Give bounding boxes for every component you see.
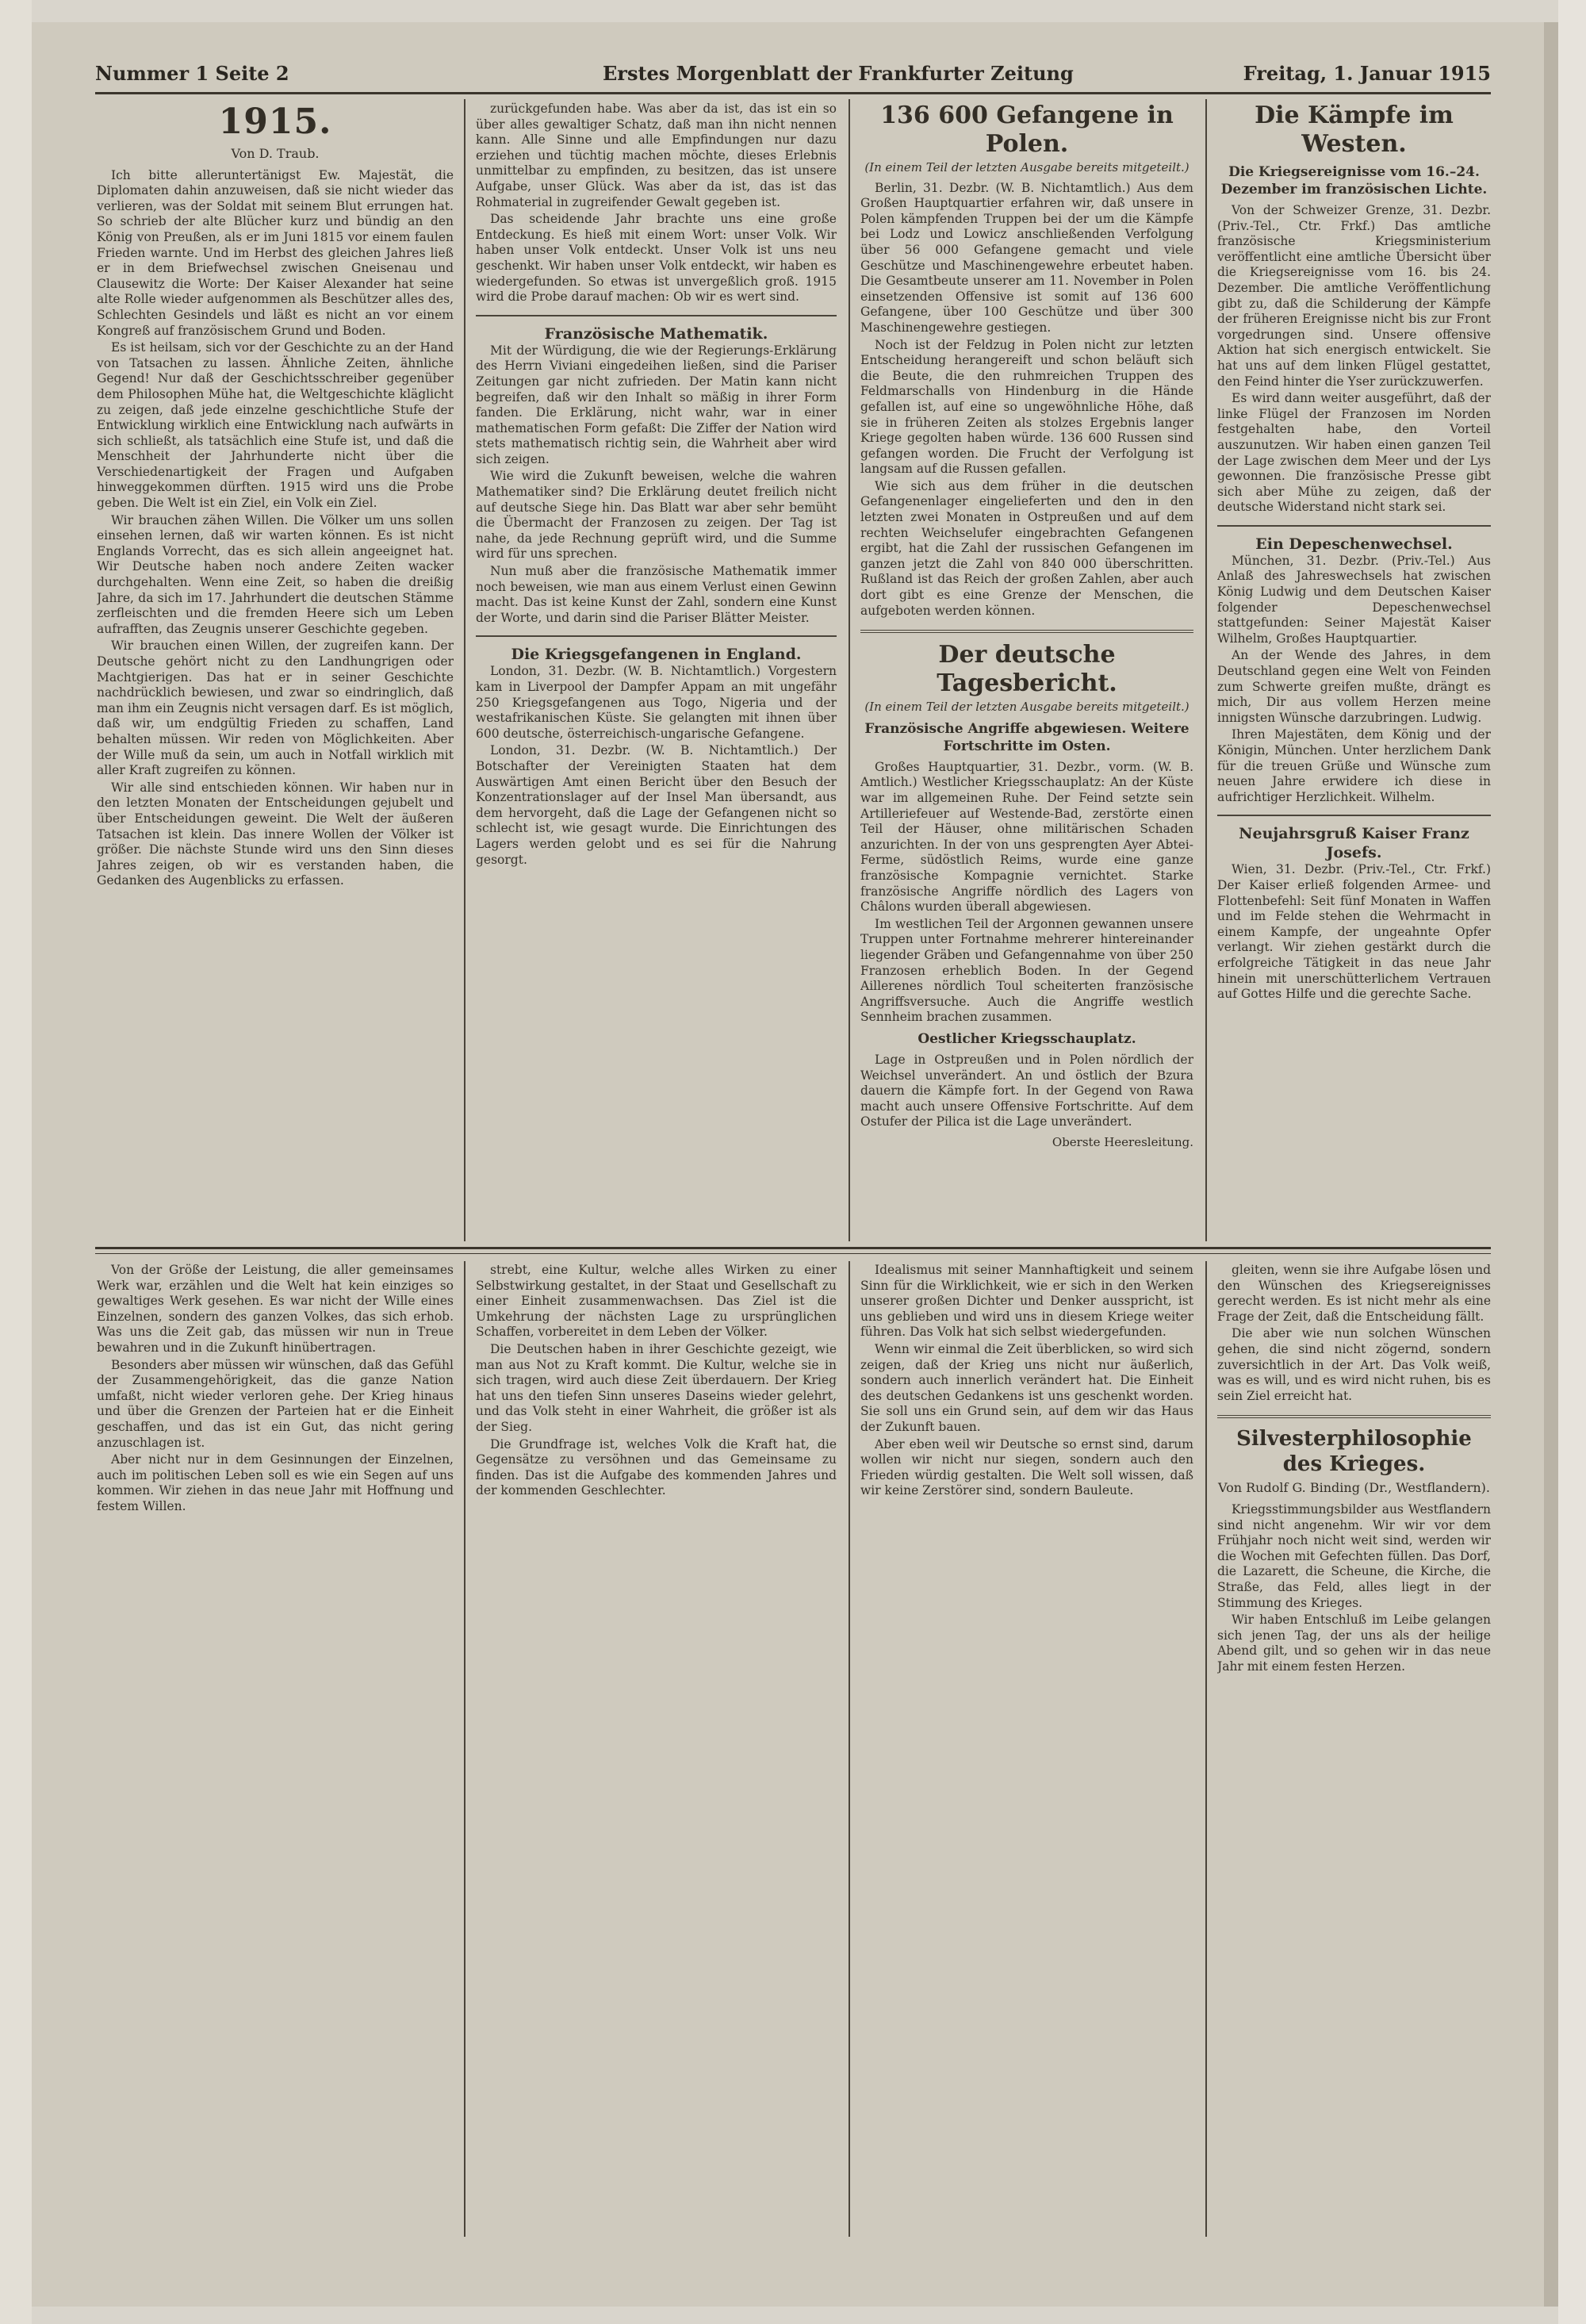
paragraph: Kriegsstimmungsbilder aus Westflandern sind nicht angenehm. Wir wir vor dem Frühjahr noch nicht weit sind, werden wir die Wochen mit Gefechten füllen. Das Dorf, die Lazarett, die Scheune, die Kirche, die Straße, das Feld, alles liegt in der Stimmung des Krieges. xyxy=(1217,1501,1491,1610)
article-title-depeschen: Ein Depeschenwechsel. xyxy=(1255,535,1453,553)
feuilleton-column-1 xyxy=(97,1263,454,2234)
paragraph: Wir alle sind entschieden können. Wir haben nur in den letzten Monaten der Entscheidungen gejubelt und über Entscheidungen geweint. Die Welt der äußeren Tatsachen ist klein. Das innere Wollen der Völker ist größer. Die nächste Stunde wird uns den Sinn dieses Jahres zeigen, ob wir es verstanden haben, die Gedanken des Augenblicks zu erfassen. xyxy=(97,780,454,888)
paragraph: zurückgefunden habe. Was aber da ist, das ist ein so über alles gewaltiger Schatz, daß man ihn nicht nennen kann. Alle Sinne und alle Empfindungen nur dazu erziehen und tüchtig machen möchte, dieses Erlebnis unmittelbar zu empfinden, zu besitzen, das ist unsere Aufgabe, unser Glück. Was aber da ist, das ist das Rohmaterial in zugreifender Gewalt gegeben ist. xyxy=(476,102,837,209)
paragraph: Wie wird die Zukunft beweisen, welche die wahren Mathematiker sind? Die Erklärung deutet freilich nicht auf deutsche Siege hin. Das Blatt war aber sehr bemüht die Übermacht der Franzosen zu zeigen. Der Tag ist nahe, da jede Rechnung geprüft wird, und die Summe wird für uns sprechen. xyxy=(476,469,837,562)
paragraph: Nun muß aber die französische Mathematik immer noch beweisen, wie man aus einem Verlust einen Gewinn macht. Das ist keine Kunst der Zahl, sondern eine Kunst der Worte, und darin sind die Pariser Blätter Meister. xyxy=(476,564,837,625)
paragraph: Lage in Ostpreußen und in Polen nördlich der Weichsel unverändert. An und östlich der Bzura dauern die Kämpfe fort. In der Gegend von Rawa macht auch unsere Offensive Fortschritte. Auf dem Ostufer der Pilica ist die Lage unverändert. xyxy=(860,1052,1193,1129)
article-title-kaempfe: Die Kämpfe im Westen. xyxy=(1255,102,1454,158)
paragraph: Die Grundfrage ist, welches Volk die Kraft hat, die Gegensätze zu versöhnen und das Gemeinsame zu finden. Das ist die Aufgabe des kommenden Jahres und der kommenden Geschlechter. xyxy=(476,1436,837,1498)
paragraph: strebt, eine Kultur, welche alles Wirken zu einer Selbstwirkung gestaltet, in der Staat und Gesellschaft zu einer Einheit zusammenwachsen. Das Ziel ist die Umkehrung der nächsten Lage zu ursprünglichen Schaffen, vorbereitet in dem Leben der Völker. xyxy=(476,1263,837,1340)
header-masthead: Erstes Morgenblatt der Frankfurter Zeitung xyxy=(603,62,1074,85)
paragraph: Besonders aber müssen wir wünschen, daß das Gefühl der Zusammengehörigkeit, das die ganze Nation umfaßt, nicht wieder verloren gehe. Der Krieg hinaus und über die Grenzen der Parteien hat er die Einheit geschaffen, und das ist ein Gut, das nicht gering anzuschlagen ist. xyxy=(97,1357,454,1450)
page-right-margin xyxy=(1558,0,1586,2324)
section-rule xyxy=(95,1253,1491,1254)
column-rule xyxy=(849,1261,850,2237)
header-date: Freitag, 1. Januar 1915 xyxy=(1243,62,1491,85)
paragraph: Aber nicht nur in dem Gesinnungen der Einzelnen, auch im politischen Leben soll es wie ein Segen auf uns kommen. Wir ziehen in das neue Jahr mit Hoffnung und festem Willen. xyxy=(97,1452,454,1513)
paragraph: Wir brauchen zähen Willen. Die Völker um uns sollen einsehen lernen, daß wir warten können. Es ist nicht Englands Vorrecht, das es sich allein angeeignet hat. Wir Deutsche haben noch andere Zeiten wacker durchgehalten. Wenn eine Zeit, so haben die dreißig Jahre, da sich im 17. Jahrhundert die deutschen Stämme zerfleischten und die fremden Heere sich um Leben aufrafften, das Zeugnis unserer Geschichte gegeben. xyxy=(97,512,454,636)
paragraph: Aber eben weil wir Deutsche so ernst sind, darum wollen wir nicht nur siegen, sondern auch den Frieden würdig gestalten. Die Welt soll wissen, daß wir keine Zerstörer sind, sondern Bauleute. xyxy=(860,1436,1193,1498)
paragraph: gleiten, wenn sie ihre Aufgabe lösen und den Wünschen des Kriegsereignisses gerecht werden. Es ist nicht mehr als eine Frage der Zeit, daß die Entscheidung fällt. xyxy=(1217,1263,1491,1324)
column-rule xyxy=(464,99,465,1241)
paragraph: London, 31. Dezbr. (W. B. Nichtamtlich.) Vorgestern kam in Liverpool der Dampfer Appam an mit ungefähr 250 Kriegsgefangenen aus Togo, Nigeria und der westafrikanischen Küste. Sie gelangten mit ihnen über 600 deutsche, österreichisch-ungarische Gefangene. xyxy=(476,664,837,741)
article-signature: Oberste Heeresleitung. xyxy=(1052,1134,1193,1149)
column-rule xyxy=(464,1261,465,2237)
feuilleton-column-4 xyxy=(1217,1263,1491,2234)
article-subhead: Oestlicher Kriegsschauplatz. xyxy=(918,1030,1136,1047)
section-rule xyxy=(95,1247,1491,1249)
paragraph: Ihren Majestäten, dem König und der Königin, München. Unter herzlichem Dank für die treuen Grüße und Wünsche zum neuen Jahre erwidere ich diese in aufrichtiger Herzlichkeit. Wilhelm. xyxy=(1217,727,1491,804)
article-title-neujahrsgruss: Neujahrsgruß Kaiser Franz Josefs. xyxy=(1239,825,1469,862)
paragraph: Wien, 31. Dezbr. (Priv.-Tel., Ctr. Frkf.) Der Kaiser erließ folgenden Armee- und Flottenbefehl: Seit fünf Monaten in Waffen und im Felde stehen die Wehrmacht in einem Kampfe, der ungeahnte Opfer verlangt. Wir ziehen gestärkt durch die erfolgreiche Tätigkeit in das neue Jahr hinein mit unerschütterlichem Vertrauen auf Gottes Hilfe und die gerechte Sache. xyxy=(1217,862,1491,1002)
article-note: (In einem Teil der letzten Ausgabe bereits mitgeteilt.) xyxy=(864,700,1190,715)
column-4 xyxy=(1217,102,1491,1236)
article-title: 1915. xyxy=(218,102,332,142)
paragraph: Es ist heilsam, sich vor der Geschichte zu an der Hand von Tatsachen zu lassen. Ähnliche Zeiten, ähnliche Gegend! Nur daß der Geschichtsschreiber gegenüber dem Philosophen Mühe hat, die Weltgeschichte kläglicht zu zeigen, daß jede einzelne geschichtliche Stufe der Entwicklung wirklich eine Entwicklung nach aufwärts in sich schließt, als tatsächlich eine Stufe ist, und daß die Menschheit der Jahrhunderte nicht über die Verschiedenartigkeit der Fragen und Aufgaben hinweggekommen dürften. 1915 wird uns die Probe geben. Die Welt ist ein Ziel, ein Volk ein Ziel. xyxy=(97,340,454,511)
paragraph: London, 31. Dezbr. (W. B. Nichtamtlich.) Der Botschafter der Vereinigten Staaten hat dem Auswärtigen Amt einen Bericht über den Besuch der Konzentrationslager auf der Insel Man übersandt, aus dem hervorgeht, daß die Lage der Gefangenen nicht so schlecht ist, wie gesagt wurde. Die Einrichtungen des Lagers werden gelobt und es sei für die Nahrung gesorgt. xyxy=(476,743,837,867)
column-rule xyxy=(1205,99,1207,1241)
article-byline: Von Rudolf G. Binding (Dr., Westflandern). xyxy=(1218,1480,1490,1496)
paragraph: Im westlichen Teil der Argonnen gewannen unsere Truppen unter Fortnahme mehrerer hintereinander liegender Gräben und Gefangennahme von über 250 Franzosen erheblich Boden. In der Gegend Aillerenes nördlich Toul scheiterten französische Angriffsversuche. Auch die Angriffe westlich Sennheim brachen zusammen. xyxy=(860,916,1193,1025)
paragraph: An der Wende des Jahres, in dem Deutschland gegen eine Welt von Feinden zum Schwerte greifen mußte, drängt es mich, Dir aus vollem Herzen meine innigsten Wünsche darzubringen. Ludwig. xyxy=(1217,648,1491,725)
paragraph: Von der Schweizer Grenze, 31. Dezbr. (Priv.-Tel., Ctr. Frkf.) Das amtliche französische Kriegsministerium veröffentlicht eine amtliche Übersicht über die Kriegsereignisse vom 16. bis 24. Dezember. Die amtliche Veröffentlichung gibt zu, daß die Schilderung der Kämpfe der früheren Ereignisse nicht bis zur Front vorgedrungen sind. Unsere offensive Aktion hat sich energisch entwickelt. Sie hat uns auf dem linken Flügel gestattet, den Feind hinter die Yser zurückzuwerfen. xyxy=(1217,203,1491,389)
article-1915 xyxy=(97,102,454,1236)
article-title-tagesbericht: Der deutsche Tagesbericht. xyxy=(937,641,1117,698)
paragraph: Idealismus mit seiner Mannhaftigkeit und seinem Sinn für die Wirklichkeit, wie er sich in den Werken unserer großen Dichter und Denker ausspricht, ist uns geblieben und wird uns in diesem Kriege weiter führen. Das Volk hat sich selbst wiedergefunden. xyxy=(860,1263,1193,1340)
feuilleton-column-3 xyxy=(860,1263,1193,2234)
article-title-silvester: Silvesterphilosophie des Krieges. xyxy=(1236,1427,1472,1477)
article-title-gefangene: 136 600 Gefangene in Polen. xyxy=(880,102,1174,158)
feuilleton-column-2 xyxy=(476,1263,837,2234)
paragraph: Großes Hauptquartier, 31. Dezbr., vorm. (W. B. Amtlich.) Westlicher Kriegsschauplatz: An der Küste war im allgemeinen Ruhe. Der Feind setzte sein Artilleriefeuer auf Westende-Bad, zerstörte einen Teil der Häuser, ohne militärischen Schaden anzurichten. In der von uns gesprengten Ayer Abtei-Ferme, südöstlich Reims, wurde eine ganze französische Kompagnie vernichtet. Starke französische Angriffe nördlich des Lagers von Châlons wurden überall abgewiesen. xyxy=(860,759,1193,915)
paragraph: Die Deutschen haben in ihrer Geschichte gezeigt, wie man aus Not zu Kraft kommt. Die Kultur, welche sie in sich tragen, wird auch diese Zeit überdauern. Der Krieg hat uns den tiefen Sinn unseres Daseins wieder gelehrt, und das Volk steht in einer Wahrheit, die größer ist als der Sieg. xyxy=(476,1341,837,1434)
paragraph: Mit der Würdigung, die wie der Regierungs-Erklärung des Herrn Viviani eingedeihen ließen, sind die Pariser Zeitungen gar nicht zufrieden. Der Matin kann nicht begreifen, daß wir den Inhalt so mäßig in ihrer Form fanden. Die Erklärung, nicht wahr, war in einer mathematischen Form gefaßt: Die Ziffer der Nation wird stets mathematisch richtig sein, die Wahrheit aber wird sich zeigen. xyxy=(476,343,837,466)
column-2 xyxy=(476,102,837,1236)
page-header xyxy=(95,57,1491,94)
paragraph: Von der Größe der Leistung, die aller gemeinsames Werk war, erzählen und die Welt hat kein einziges so gewaltiges Werk gesehen. Es war nicht der Wille eines Einzelnen, sondern des ganzen Volkes, das sich erhob. Was uns die Zeit gab, das müssen wir nun in Treue bewahren und in die Zukunft hinübertragen. xyxy=(97,1263,454,1355)
paragraph: Ich bitte alleruntertänigst Ew. Majestät, die Diplomaten dahin anzuweisen, daß sie nicht wieder das verlieren, was der Soldat mit seinem Blut errungen hat. So schrieb der alte Blücher kurz und bündig an den König von Preußen, als er im Juni 1815 vor einem faulen Frieden warnte. Und im Herbst des gleichen Jahres ließ er in dem Briefwechsel zwischen Gneisenau und Clausewitz die Worte: Der Kaiser Alexander hat seine alte Rolle wieder aufgenommen als Beschützer alles des, Schlechten Gesindels und läßt es nicht an vor einem Kongreß auf französischem Grund und Boden. xyxy=(97,167,454,338)
paragraph: Das scheidende Jahr brachte uns eine große Entdeckung. Es hieß mit einem Wort: unser Volk. Wir haben unser Volk entdeckt. Unser Volk ist uns neu geschenkt. Wir haben unser Volk entdeckt, wir haben es wiedergefunden. So etwas ist unvergeßlich groß. 1915 wird die Probe darauf machen: Ob wir es wert sind. xyxy=(476,212,837,305)
paragraph: Die aber wie nun solchen Wünschen gehen, die sind nicht zögernd, sondern zuversichtlich in der Art. Das Volk weiß, was es will, und es wird nicht ruhen, bis es sein Ziel erreicht hat. xyxy=(1217,1326,1491,1403)
column-3 xyxy=(860,102,1193,1236)
article-title-kriegsgefangene: Die Kriegsgefangenen in England. xyxy=(511,646,802,664)
paragraph: Es wird dann weiter ausgeführt, daß der linke Flügel der Franzosen im Norden festgehalten habe, den Vorteil auszunutzen. Wir haben einen ganzen Teil der Lage zwischen dem Meer und der Lys gewonnen. Die französische Presse gibt sich aber Mühe zu zeigen, daß der deutsche Widerstand nicht stark sei. xyxy=(1217,391,1491,515)
paragraph: Noch ist der Feldzug in Polen nicht zur letzten Entscheidung herangereift und schon beläuft sich die Beute, die den ruhmreichen Truppen des Feldmarschalls von Hindenburg in die Hände gefallen ist, auf eine so ungewöhnliche Höhe, daß sie in früheren Zeiten als stolzes Ergebnis langer Kriege gegolten haben würde. 136 600 Russen sind gefangen worden. Die Frucht der Verfolgung ist langsam auf die Russen gefallen. xyxy=(860,337,1193,477)
paragraph: Wie sich aus dem früher in die deutschen Gefangenenlager eingelieferten und den in den letzten zwei Monaten in Ostpreußen und auf dem rechten Weichselufer eingebrachten Gefangenen ergibt, hat die Zahl der russischen Gefangenen im ganzen jetzt die Zahl von 840 000 überschritten. Rußland ist das Reich der großen Zahlen, aber auch dort gibt es eine Grenze der Menschen, die aufgeboten werden können. xyxy=(860,478,1193,618)
paragraph: Berlin, 31. Dezbr. (W. B. Nichtamtlich.) Aus dem Großen Hauptquartier erfahren wir, daß unsere in Polen kämpfenden Truppen bei der um die Kämpfe bei Lodz und Lowicz anschließenden Verfolgung über 56 000 Gefangene gemacht und viele Geschütze und Maschinengewehre erbeutet haben. Die Gesamtbeute unserer am 11. November in Polen einsetzenden Offensive ist somit auf 136 600 Gefangene, über 100 Geschütze und über 300 Maschinengewehre gestiegen. xyxy=(860,180,1193,335)
article-subhead: Französische Angriffe abgewiesen. Weitere Fortschritte im Osten. xyxy=(864,720,1190,754)
paragraph: Wenn wir einmal die Zeit überblicken, so wird sich zeigen, daß der Krieg uns nicht nur äußerlich, sondern auch innerlich verändert hat. Die Einheit des deutschen Gedankens ist uns geschenkt worden. Sie soll uns ein Grund sein, auf dem wir das Haus der Zukunft bauen. xyxy=(860,1341,1193,1434)
column-rule xyxy=(849,99,850,1241)
paragraph: München, 31. Dezbr. (Priv.-Tel.) Aus Anlaß des Jahreswechsels hat zwischen König Ludwig und dem Deutschen Kaiser folgender Depeschenwechsel stattgefunden: Seiner Majestät Kaiser Wilhelm, Großes Hauptquartier. xyxy=(1217,553,1491,646)
paragraph: Wir haben Entschluß im Leibe gelangen sich jenen Tag, der uns als der heilige Abend gilt, und so gehen wir in das neue Jahr mit einem festen Herzen. xyxy=(1217,1613,1491,1674)
column-rule xyxy=(1205,1261,1207,2237)
paragraph: Wir brauchen einen Willen, der zugreifen kann. Der Deutsche gehört nicht zu den Landhungrigen oder Machtgierigen. Das hat er in seiner Geschichte nachdrücklich bewiesen, und zwar so eindringlich, daß man ihm ein Zeugnis nicht versagen darf. Es ist möglich, daß wir, um endgültig Frieden zu schaffen, Land behalten müssen. Wir reden von Möglichkeiten. Aber der Wille muß da sein, um auch in Notfall wirklich mit aller Kraft zugreifen zu können. xyxy=(97,639,454,778)
article-note: (In einem Teil der letzten Ausgabe bereits mitgeteilt.) xyxy=(864,160,1190,174)
article-subhead: Die Kriegsereignisse vom 16.–24. Dezember im französischen Lichte. xyxy=(1220,164,1488,198)
article-title-mathematik: Französische Mathematik. xyxy=(544,324,768,343)
header-page-number: Nummer 1 Seite 2 xyxy=(95,62,289,85)
page-left-margin xyxy=(0,0,32,2324)
article-byline: Von D. Traub. xyxy=(231,146,320,161)
